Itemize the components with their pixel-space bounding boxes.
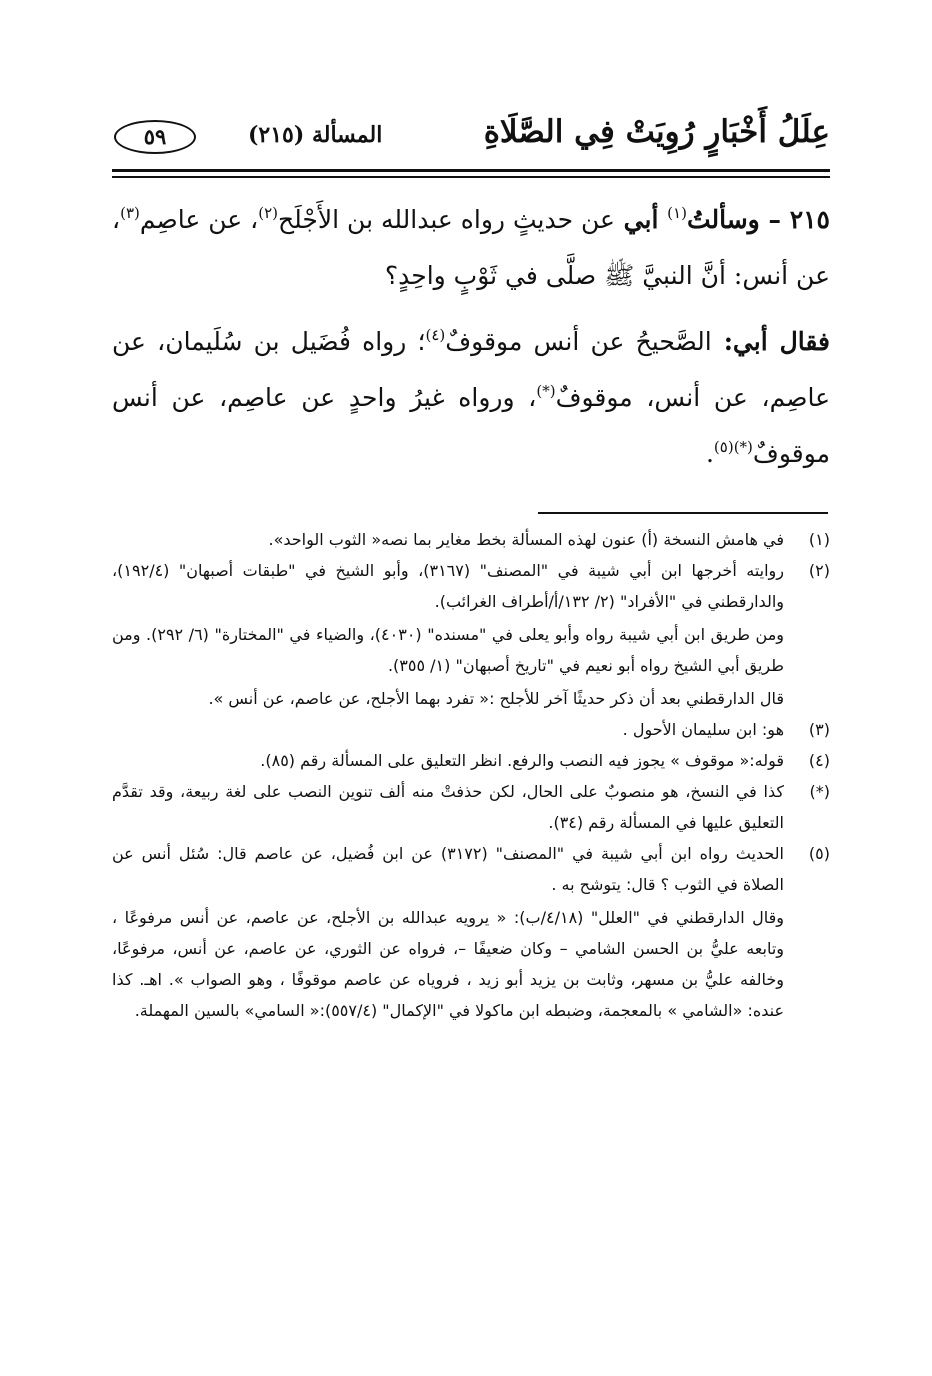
footnote xyxy=(112,524,830,555)
header-rule-thin xyxy=(112,176,830,178)
footnote-number: (*) xyxy=(809,782,830,801)
page-number: ٥٩ xyxy=(114,120,196,154)
footnote xyxy=(112,555,830,714)
question-paragraph xyxy=(112,192,830,304)
footnote xyxy=(112,745,830,776)
father-word: أبي xyxy=(614,205,668,234)
footnote-ref-star: (*) xyxy=(536,382,556,400)
footnote-number: (٢) xyxy=(808,561,830,580)
issue-label: المسألة (٢١٥) xyxy=(248,122,383,148)
footnote-text: روايته أخرجها ابن أبي شيبة في "المصنف" (٣١٦٧)، وأبو الشيخ في "طبقات أصبهان" (١٩٢/٤)، والدارقطني في "الأفراد" (٢/ ١٣٢/أ/أطراف الغرائب). xyxy=(112,561,784,611)
answer-lead: فقال أبي: xyxy=(711,327,830,356)
answer-end: . xyxy=(705,439,714,468)
footnote-number: (٤) xyxy=(808,751,830,770)
footnote-continuation: وقال الدارقطني في "العلل" (٤/١٨/ب): « يرويه عبدالله بن الأجلح، عن عاصم، عن أنس مرفوعًا ، وتابعه عليُّ بن الحسن الشامي – وكان ضعيفًا –، فرواه عن الثوري، عن عاصم، عن أنس، مرفوعًا، وخالفه عليُّ بن مسهر، وثابت بن يزيد أبو زيد ، فروياه عن عاصم موقوفًا ، وهو الصواب ». اهـ. كذا عنده: «الشامي » بالمعجمة، وضبطه ابن ماكولا في "الإكمال" (٥٥٧/٤):« السامي» بالسين المهملة. xyxy=(112,908,784,1020)
footnote-ref-4: (٤) xyxy=(425,326,446,344)
footnotes xyxy=(112,524,830,1026)
footnote-ref-5: (*)(٥) xyxy=(713,438,753,456)
footnote-text: في هامش النسخة (أ) عنون لهذه المسألة بخط مغاير بما نصه« الثوب الواحد». xyxy=(268,530,784,549)
footnote-continuation: ومن طريق ابن أبي شيبة رواه وأبو يعلى في "مسنده" (٤٠٣٠)، والضياء في "المختارة" (٦/ ٢٩٢). ومن طريق أبي الشيخ رواه أبو نعيم في "تاريخ أصبهان" (١/ ٣٥٥). xyxy=(112,625,784,675)
footnote xyxy=(112,714,830,745)
answer-text-1: الصَّحيحُ عن أنس موقوفٌ xyxy=(445,327,712,356)
header-rule-thick xyxy=(112,169,830,172)
footnote-text: قوله:« موقوف » يجوز فيه النصب والرفع. انظر التعليق على المسألة رقم (٨٥). xyxy=(260,751,784,770)
footnote-ref-2: (٢) xyxy=(258,204,278,222)
question-text-1: عن حديثٍ رواه عبدالله بن الأَجْلَح xyxy=(278,205,615,234)
book-title: عِلَلُ أَخْبَارٍ رُوِيَتْ فِي الصَّلَاةِ xyxy=(483,114,830,150)
footnote-text: هو: ابن سليمان الأحول . xyxy=(622,720,784,739)
answer-paragraph xyxy=(112,314,830,482)
footnote-continuation: قال الدارقطني بعد أن ذكر حديثًا آخر للأجلح :« تفرد بهما الأجلح، عن عاصم، عن أنس ». xyxy=(208,689,784,708)
answer-text-2: ؛ رواه فُضَيل بن سُلَيمان، عن عاصِم، عن أنس، موقوفٌ xyxy=(112,327,830,412)
footnote-text: الحديث رواه ابن أبي شيبة في "المصنف" (٣١٧٢) عن ابن فُضيل، عن عاصم قال: سُئل أنس عن الصلاة في الثوب ؟ قال: يتوشح به . xyxy=(112,844,785,894)
footnote-separator xyxy=(538,512,828,514)
footnote xyxy=(112,838,830,1026)
footnote-number: (٣) xyxy=(808,720,830,739)
footnote-number: (١) xyxy=(808,530,830,549)
main-text xyxy=(112,192,830,482)
footnote xyxy=(112,776,830,838)
question-lead: وسألتُ xyxy=(686,205,760,234)
footnote-text: كذا في النسخ، هو منصوبٌ على الحال، لكن حذفتْ منه ألف تنوين النصب على لغة ربيعة، وقد تقدَّم التعليق عليها في المسألة رقم (٣٤). xyxy=(112,782,784,832)
question-text-2: ، عن عاصِم xyxy=(139,205,259,234)
footnote-ref-3: (٣) xyxy=(120,204,140,222)
answer-text-3: ، ورواه غيرُ واحدٍ عن عاصِم، عن أنس موقوفٌ xyxy=(112,383,830,468)
issue-number: ٢١٥ – xyxy=(759,205,830,234)
running-header xyxy=(108,108,830,172)
footnote-ref-1: (١) xyxy=(667,204,687,222)
question-text-3: ، عن أنس: أنَّ النبيَّ ﷺ صلَّى في ثَوْبٍ واحِدٍ؟ xyxy=(112,205,830,290)
footnote-number: (٥) xyxy=(808,844,830,863)
